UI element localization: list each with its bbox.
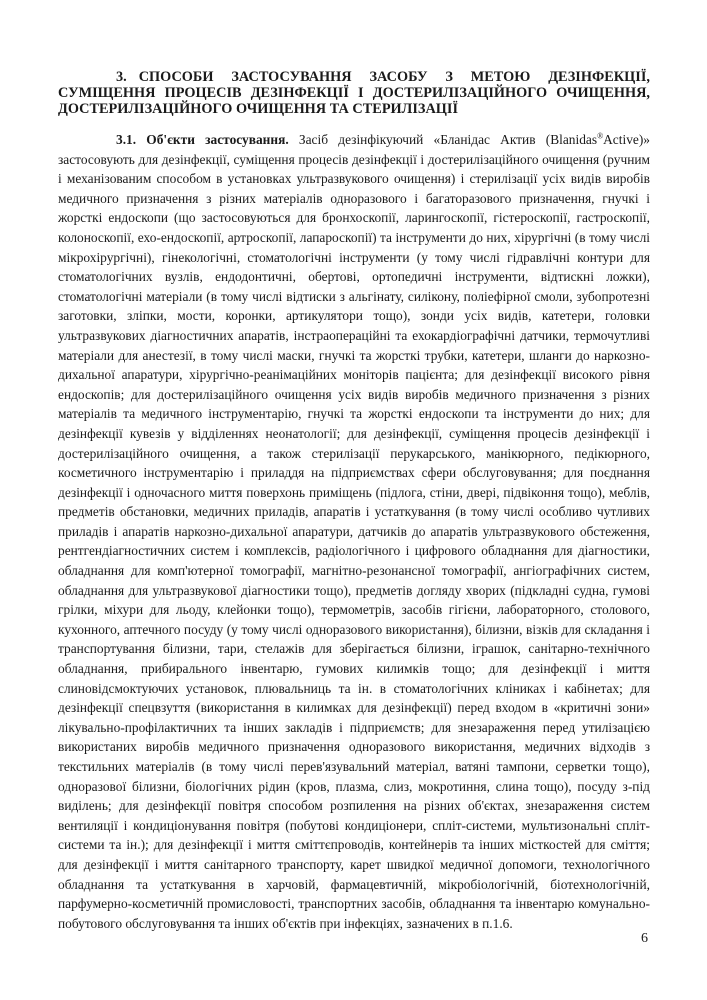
subsection-intro: Засіб дезінфікуючий «Бланідас Актив (Blanidas	[298, 132, 598, 147]
section-heading	[58, 69, 650, 117]
subsection-text: застосовують для дезінфекції, суміщення процесів дезінфекції і достерилізаційного очищення (ручним і механізованим способом в установках ультразвукового очищення) і стерилізації усіх видів виробів медичного призначення з різних матеріалів одноразового і багаторазового призначення, гнучкі і жорсткі ендоскопи (що застосовуються для бронхоскопії, ларингоскопії, гістероскопії, гастроскопії, колоноскопії, ехо-ендоскопії, артроскопії, лапароскопії) та інструменти до них, хірургічні (в тому числі мікрохірургічні), гінекологічні, стоматологічні інструменти (у тому числі гідравлічні контури для стоматологічних вузлів, ендодонтичні, обертові, ортопедичні інструменти, відтискні ложки), стоматологічні матеріали (в тому числі відтиски з альгінату, силікону, поліефірної смоли, зубопротезні заготовки, зліпки, мости, коронки, артикулятори тощо), зонди усіх видів, катетери, головки ультразвукових діагностичних апаратів, інстраопераційні та ехокардіографічні датчики, термочутливі матеріали для анестезії, в тому числі маски, гнучкі та жорсткі трубки, катетери, шланги до наркозно-дихальної апаратури, хірургічно-реанімаційних моніторів пацієнта; для дезінфекції високого рівня ендоскопів; для достерилізаційного очищення усіх видів виробів медичного призначення з різних матеріалів та медичного інструментарію, гнучкі та жорсткі ендоскопи та інструменти до них; для дезінфекції кувезів у відділеннях неонатології; для дезінфекції, суміщення процесів дезінфекції і достерилізаційного очищення, а також стерилізації перукарського, манікюрного, педікюрного, косметичного інструментарію і приладдя на підприємствах сфери обслуговування; для поєднання дезінфекції і одночасного миття поверхонь приміщень (підлога, стіни, двері, підвіконня тощо), меблів, предметів обстановки, медичних приладів, апаратів і устаткування (в тому числі особливо чутливих приладів і апаратів наркозно-дихальної апаратури, датчиків до апаратів ультразвукового обстеження, рентгендіагностичних систем і комплексів, радіологічного і цифрового обладнання для діагностики, обладнання для комп'ютерної томографії, магнітно-резонансної томографії, ангіографічних систем, обладнання для ультразвукової діагностики тощо), предметів догляду хворих (підкладні судна, гумові грілки, міхури для льоду, клейонки тощо), термометрів, засобів гігієни, лабораторного, столового, кухонного, аптечного посуду (у тому числі одноразового використання), білизни, візків для складання і транспортування білизни, тари, стелажів для зберігається білизни, іграшок, санітарно-технічного обладнання, прибирального інвентарю, гумових килимків тощо; для дезінфекції і миття слиновідсмоктуючих установок, плювальниць та ін. в стоматологічних кліниках і кабінетах; для дезінфекції спецвзуття (використання в килимках для дезінфекції) перед входом в «критичні зони» лікувально-профілактичних та інших закладів і підприємств; для знезараження перед утилізацією використаних виробів медичного призначення одноразового використання, медичних відходів з текстильних матеріалів (в тому числі перев'язувальний матеріал, ватяні тампони, серветки тощо), одноразової білизни, біологічних рідин (кров, плазма, слиз, мокротиння, слина тощо), посуду з-під виділень; для дезінфекції повітря способом розпилення на різних об'єктах, знезараження систем вентиляції і кондиціонування повітря (побутові кондиціонери, спліт-системи, мультизональні спліт-системи та ін.); для дезінфекції і миття сміттєпроводів, контейнерів та інших місткостей для сміття; для дезінфекції і миття санітарного транспорту, карет швидкої медичної допомоги, технологічного обладнання та устаткування в харчовій, фармацевтичній, мікробіологічній, біотехнологічній, парфумерно-косметичній промисловості, транспортних засобів, обладнання та інвентарю комунально-побутового обслуговування та інших об'єктів при інфекціях, зазначених в п.1.6.	[58, 151, 650, 931]
registered-mark: ®	[597, 131, 604, 141]
brand-tail: Active)»	[603, 132, 650, 147]
subsection-label: 3.1. Об'єкти застосування.	[116, 132, 289, 147]
section-body	[58, 130, 650, 933]
page-number: 6	[641, 931, 648, 946]
section-title: СПОСОБИ ЗАСТОСУВАННЯ ЗАСОБУ З МЕТОЮ ДЕЗІНФЕКЦІЇ, СУМІЩЕННЯ ПРОЦЕСІВ ДЕЗІНФЕКЦІЇ І ДОСТЕРИЛІЗАЦІЙНОГО ОЧИЩЕННЯ, ДОСТЕРИЛІЗАЦІЙНОГО ОЧИЩЕННЯ ТА СТЕРИЛІЗАЦІЇ	[58, 69, 650, 117]
section-number: 3.	[116, 69, 127, 85]
